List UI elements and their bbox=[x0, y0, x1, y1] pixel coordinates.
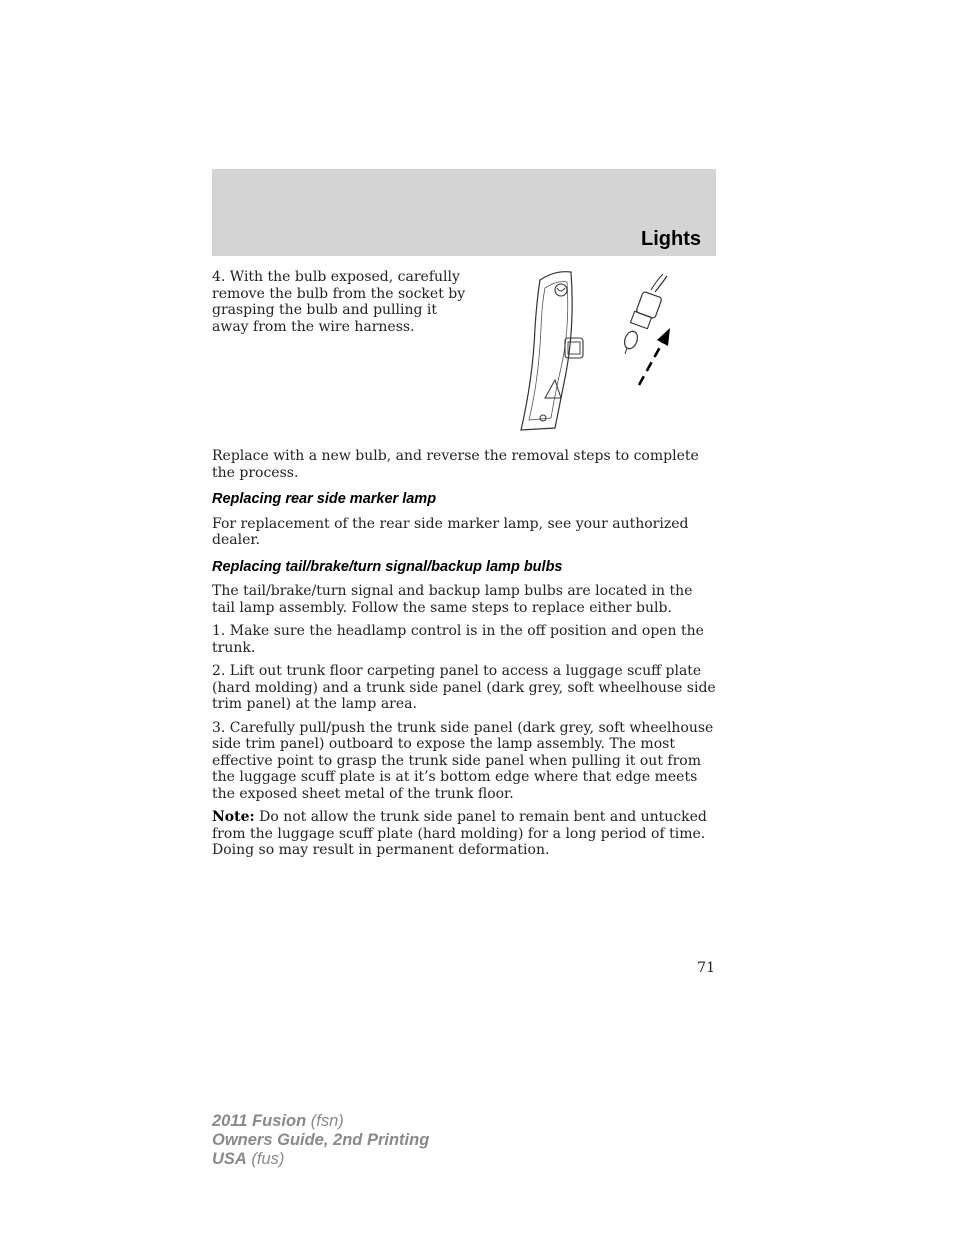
tail-lamp-step-2: 2. Lift out trunk floor carpeting panel to access a luggage scuff plate (hard molding) and a trunk side panel (dark grey, soft wheelhouse side trim panel) at the lamp area. bbox=[212, 663, 716, 712]
bulb-glass bbox=[622, 329, 639, 350]
tail-lamp-step-3: 3. Carefully pull/push the trunk side panel (dark grey, soft wheelhouse side trim panel) outboard to expose the lamp assembly. The most effective point to grasp the trunk side panel when pulling it out from the luggage scuff plate is at it’s bottom edge where that edge meets the exposed sheet metal of the trunk floor. bbox=[212, 719, 714, 802]
footer-guide: Owners Guide, 2nd Printing bbox=[212, 1131, 430, 1149]
tail-lamp-step-1: 1. Make sure the headlamp control is in the off position and open the trunk. bbox=[212, 623, 704, 656]
step-4-text: 4. With the bulb exposed, carefully remove the bulb from the socket by grasping the bulb and pulling it away from the wire harness. bbox=[212, 269, 466, 335]
heading-tail-lamp-bulbs: Replacing tail/brake/turn signal/backup lamp bulbs bbox=[212, 558, 563, 575]
footer-model-code: (fsn) bbox=[306, 1112, 344, 1130]
upper-socket bbox=[555, 284, 567, 296]
rear-side-marker-text: For replacement of the rear side marker lamp, see your authorized dealer. bbox=[212, 515, 689, 548]
heading-rear-side-marker: Replacing rear side marker lamp bbox=[212, 491, 437, 507]
footer-model: 2011 Fusion bbox=[212, 1112, 307, 1130]
tail-lamp-intro: The tail/brake/turn signal and backup lamp bulbs are located in the tail lamp assembly. Follow the same steps to replace either bulb. bbox=[212, 583, 693, 616]
footer-market-code: (fus) bbox=[246, 1150, 285, 1168]
page-number: 71 bbox=[697, 960, 715, 976]
note-paragraph bbox=[212, 809, 716, 859]
main-content bbox=[212, 448, 716, 866]
note-text: Do not allow the trunk side panel to remain bent and untucked from the luggage scuff plate (hard molding) for a long period of time. Doing so may result in permanent deformation. bbox=[212, 809, 707, 858]
lamp-housing-inner bbox=[529, 282, 568, 420]
footer-market: USA bbox=[212, 1150, 247, 1168]
bulb-socket bbox=[636, 291, 662, 319]
note-label: Note: bbox=[212, 809, 255, 825]
lower-screw bbox=[540, 415, 546, 421]
direction-arrow-shaft bbox=[639, 338, 665, 385]
bulb-removal-illustration bbox=[515, 268, 685, 433]
document-footer bbox=[212, 1112, 429, 1169]
wire-harness bbox=[655, 276, 667, 292]
section-header-band bbox=[212, 169, 716, 256]
direction-arrow-head bbox=[657, 328, 670, 346]
section-title: Lights bbox=[641, 228, 701, 250]
replace-text: Replace with a new bulb, and reverse the removal steps to complete the process. bbox=[212, 448, 699, 481]
